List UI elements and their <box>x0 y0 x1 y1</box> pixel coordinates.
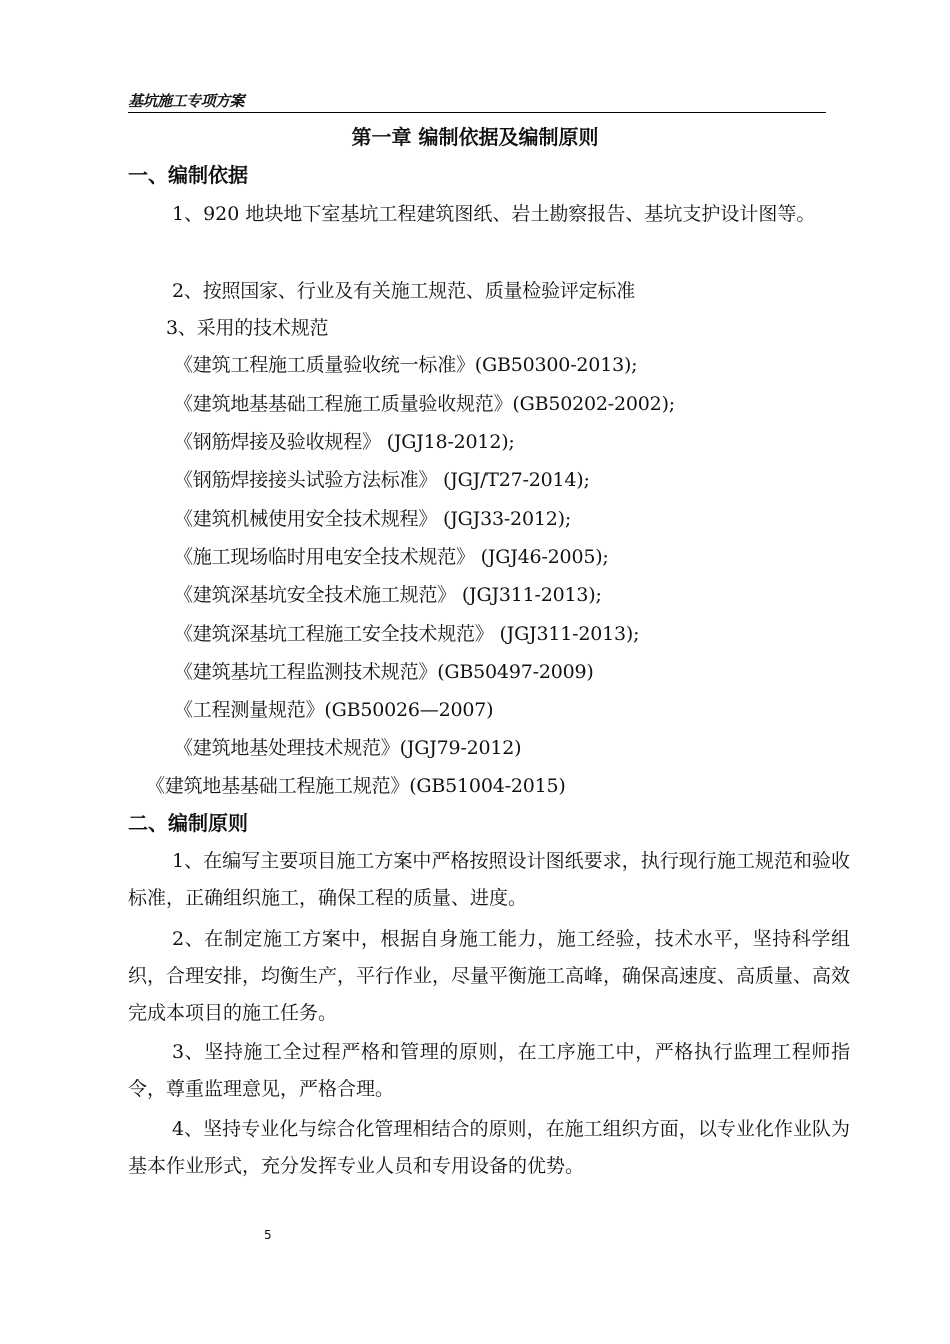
chapter-title: 第一章 编制依据及编制原则 <box>351 125 599 149</box>
principle-paragraph: 4、坚持专业化与综合化管理相结合的原则，在施工组织方面，以专业化作业队为基本作业形式，充分发挥专业人员和专用设备的优势。 <box>128 1118 850 1177</box>
basis-item-3: 3、采用的技术规范 <box>166 317 329 339</box>
section-heading-principles: 二、编制原则 <box>128 811 248 835</box>
standard-item: 《钢筋焊接接头试验方法标准》 (JGJ/T27-2014); <box>174 469 590 491</box>
standard-item: 《建筑地基基础工程施工规范》(GB51004-2015) <box>146 775 566 797</box>
page-number: 5 <box>264 1228 272 1242</box>
standard-item: 《建筑地基基础工程施工质量验收规范》(GB50202-2002); <box>174 393 675 415</box>
standard-item: 《工程测量规范》(GB50026—2007) <box>174 699 494 721</box>
standard-item: 《施工现场临时用电安全技术规范》 (JGJ46-2005); <box>174 546 609 568</box>
standard-item: 《建筑机械使用安全技术规程》 (JGJ33-2012); <box>174 508 572 530</box>
standard-item: 《建筑深基坑工程施工安全技术规范》 (JGJ311-2013); <box>174 623 640 645</box>
standard-item: 《钢筋焊接及验收规程》 (JGJ18-2012); <box>174 431 515 453</box>
principle-paragraph: 1、在编写主要项目施工方案中严格按照设计图纸要求，执行现行施工规范和验收标准，正确组织施工，确保工程的质量、进度。 <box>128 850 850 909</box>
header-title: 基坑施工专项方案 <box>128 92 245 110</box>
principle-paragraph: 3、坚持施工全过程严格和管理的原则，在工序施工中，严格执行监理工程师指令，尊重监理意见，严格合理。 <box>128 1041 850 1100</box>
basis-item-2: 2、按照国家、行业及有关施工规范、质量检验评定标准 <box>172 280 636 302</box>
page-header <box>128 90 826 113</box>
standard-item: 《建筑深基坑安全技术施工规范》 (JGJ311-2013); <box>174 584 602 606</box>
standard-item: 《建筑地基处理技术规范》(JGJ79-2012) <box>174 737 522 759</box>
principle-paragraph: 2、在制定施工方案中，根据自身施工能力，施工经验，技术水平，坚持科学组织，合理安排，均衡生产，平行作业，尽量平衡施工高峰，确保高速度、高质量、高效完成本项目的施工任务。 <box>128 928 851 1024</box>
section-heading-basis: 一、编制依据 <box>128 163 248 187</box>
standard-item: 《建筑基坑工程监测技术规范》(GB50497-2009) <box>174 661 594 683</box>
basis-item-1: 1、920 地块地下室基坑工程建筑图纸、岩土勘察报告、基坑支护设计图等。 <box>172 203 816 225</box>
standard-item: 《建筑工程施工质量验收统一标准》(GB50300-2013); <box>174 354 638 376</box>
